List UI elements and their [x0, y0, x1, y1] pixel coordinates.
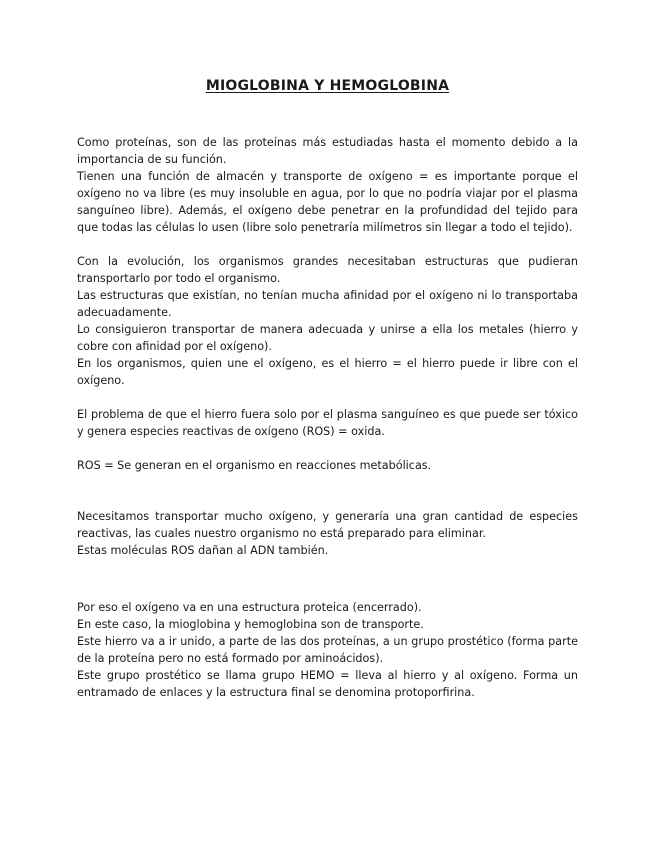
section-3	[77, 406, 578, 440]
paragraph: Este hierro va a ir unido, a parte de las dos proteínas, a un grupo prostético (forma parte de la proteína pero no está formado por aminoácidos).	[77, 635, 578, 665]
section-1	[77, 134, 578, 236]
document-body	[77, 134, 578, 701]
paragraph: Necesitamos transportar mucho oxígeno, y generaría una gran cantidad de especies reactivas, las cuales nuestro organismo no está preparado para eliminar.	[77, 510, 578, 540]
document-title: MIOGLOBINA Y HEMOGLOBINA	[205, 78, 450, 94]
section-4	[77, 457, 578, 474]
paragraph: Con la evolución, los organismos grandes necesitaban estructuras que pudieran transportarlo por todo el organismo.	[77, 255, 578, 285]
section-6	[77, 599, 578, 701]
paragraph: Por eso el oxígeno va en una estructura proteica (encerrado).	[77, 601, 422, 614]
paragraph: Las estructuras que existían, no tenían mucha afinidad por el oxígeno ni lo transportaba adecuadamente.	[77, 289, 578, 319]
paragraph: Estas moléculas ROS dañan al ADN también.	[77, 544, 329, 557]
paragraph: Lo consiguieron transportar de manera adecuada y unirse a ella los metales (hierro y cobre con afinidad por el oxígeno).	[77, 323, 578, 353]
paragraph: Este grupo prostético se llama grupo HEMO = lleva al hierro y al oxígeno. Forma un entramado de enlaces y la estructura final se denomina protoporfirina.	[77, 669, 578, 699]
section-2	[77, 253, 578, 389]
section-5	[77, 508, 578, 559]
paragraph: En este caso, la mioglobina y hemoglobina son de transporte.	[77, 618, 424, 631]
paragraph: Tienen una función de almacén y transporte de oxígeno = es importante porque el oxígeno no va libre (es muy insoluble en agua, por lo que no podría viajar por el plasma sanguíneo libre). Además, el oxígeno debe penetrar en la profundidad del tejido para que todas las células lo usen (libre solo penetraría milímetros sin llegar a todo el tejido).	[77, 170, 578, 234]
paragraph: En los organismos, quien une el oxígeno, es el hierro = el hierro puede ir libre con el oxígeno.	[77, 357, 578, 387]
paragraph: ROS = Se generan en el organismo en reacciones metabólicas.	[77, 459, 432, 472]
paragraph: El problema de que el hierro fuera solo por el plasma sanguíneo es que puede ser tóxico y genera especies reactivas de oxígeno (ROS) = oxida.	[77, 408, 578, 438]
paragraph: Como proteínas, son de las proteínas más estudiadas hasta el momento debido a la importancia de su función.	[77, 136, 578, 166]
